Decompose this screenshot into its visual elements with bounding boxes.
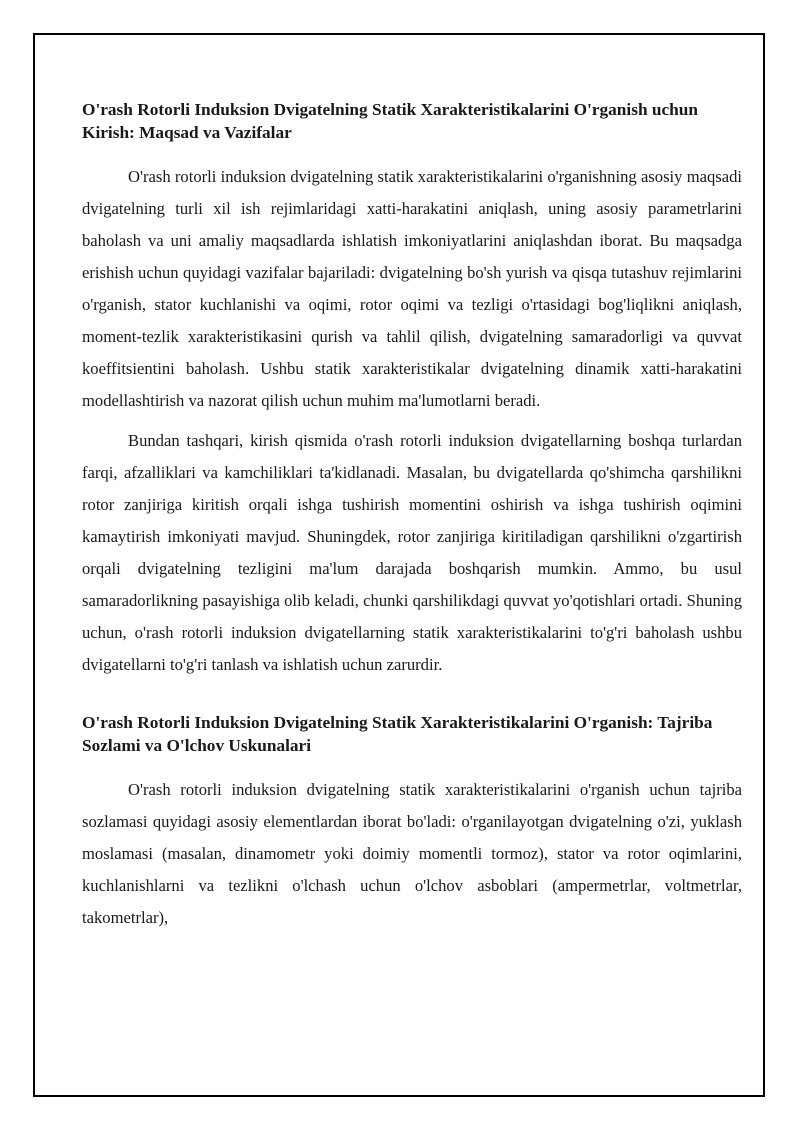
- paragraph-setup: O'rash rotorli induksion dvigatelning statik xarakteristikalarini o'rganish uchun tajriba sozlamasi quyidagi asosiy elementlardan iborat bo'ladi: o'rganilayotgan dvigatelning o'zi, yuklash moslamasi (masalan, dinamometr yoki doimiy momentli tormoz), stator va rotor oqimlarini, kuchlanishlarni va tezlikni o'lchash uchun o'lchov asboblari (ampermetrlar, voltmetrlar, takometrlar),: [82, 780, 742, 927]
- section-heading-intro: O'rash Rotorli Induksion Dvigatelning Statik Xarakteristikalarini O'rganish uchun Kirish: Maqsad va Vazifalar: [82, 100, 698, 142]
- section-heading-setup: O'rash Rotorli Induksion Dvigatelning Statik Xarakteristikalarini O'rganish: Tajriba Sozlami va O'lchov Uskunalari: [82, 713, 713, 755]
- document-body: [82, 98, 742, 942]
- paragraph-intro-features: Bundan tashqari, kirish qismida o'rash rotorli induksion dvigatellarning boshqa turlardan farqi, afzalliklari va kamchiliklari ta'kidlanadi. Masalan, bu dvigatellarda qo'shimcha qarshilikni rotor zanjiriga kiritish orqali ishga tushirish momentini oshirish va ishga tushirish oqimini kamaytirish imkoniyati mavjud. Shuningdek, rotor zanjiriga kiritiladigan qarshilikni o'zgartirish orqali dvigatelning tezligini ma'lum darajada boshqarish mumkin. Ammo, bu usul samaradorlikning pasayishiga olib keladi, chunki qarshilikdagi quvvat yo'qotishlari ortadi. Shuning uchun, o'rash rotorli induksion dvigatellarning statik xarakteristikalarini to'g'ri baholash ushbu dvigatellarni to'g'ri tanlash va ishlatish uchun zarurdir.: [82, 431, 742, 674]
- paragraph-intro-goal: O'rash rotorli induksion dvigatelning statik xarakteristikalarini o'rganishning asosiy maqsadi dvigatelning turli xil ish rejimlaridagi xatti-harakatini aniqlash, uning asosiy parametrlarini baholash va uni amaliy maqsadlarda ishlatish imkoniyatlarini aniqlashdan iborat. Bu maqsadga erishish uchun quyidagi vazifalar bajariladi: dvigatelning bo'sh yurish va qisqa tutashuv rejimlarini o'rganish, stator kuchlanishi va oqimi, rotor oqimi va tezligi o'rtasidagi bog'liqlikni aniqlash, moment-tezlik xarakteristikasini qurish va tahlil qilish, dvigatelning samaradorligi va quvvat koeffitsientini baholash. Ushbu statik xarakteristikalar dvigatelning dinamik xatti-harakatini modellashtirish va nazorat qilish uchun muhim ma'lumotlarni beradi.: [82, 167, 742, 410]
